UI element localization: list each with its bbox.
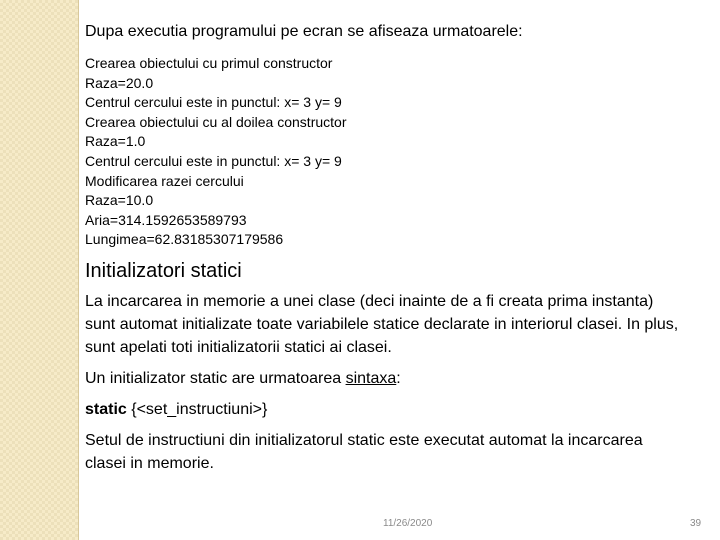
output-line: Centrul cercului este in punctul: x= 3 y= 9 xyxy=(85,152,342,169)
section-title: Initializatori statici xyxy=(85,259,242,282)
decorative-sidebar xyxy=(0,0,79,540)
output-line: Raza=10.0 xyxy=(85,192,154,209)
output-line: Modificarea razei cercului xyxy=(85,172,244,189)
intro-text: Dupa executia programului pe ecran se afiseaza urmatoarele: xyxy=(85,23,523,40)
output-line: Crearea obiectului cu al doilea constructor xyxy=(85,113,347,130)
program-output xyxy=(85,54,685,250)
paragraph-static-init: La incarcarea in memorie a unei clase (deci inainte de a fi creata prima instanta) sunt automat initializate toate variabilele statice declarate in interiorul clasei. In plus, sunt apelati toti initializatorii statici ai clasei. xyxy=(85,292,679,356)
output-line: Aria=314.1592653589793 xyxy=(85,211,247,228)
syntax-line xyxy=(85,398,685,421)
output-line: Raza=1.0 xyxy=(85,133,146,150)
paragraph-syntax-intro xyxy=(85,367,685,390)
paragraph-execution: Setul de instructiuni din initializatorul static este executat automat la incarcarea clasei in memorie. xyxy=(85,431,643,472)
syntax-intro-colon: : xyxy=(396,369,401,387)
syntax-link[interactable]: sintaxa xyxy=(345,369,397,387)
syntax-intro-text: Un initializator static are urmatoarea xyxy=(85,369,346,387)
output-line: Lungimea=62.83185307179586 xyxy=(85,231,284,248)
output-line: Raza=20.0 xyxy=(85,74,154,91)
output-line: Centrul cercului este in punctul: x= 3 y= 9 xyxy=(85,94,342,111)
output-line: Crearea obiectului cu primul constructor xyxy=(85,55,333,71)
footer-date: 11/26/2020 xyxy=(383,518,433,529)
syntax-body: {<set_instructiuni>} xyxy=(126,400,268,418)
slide-content xyxy=(85,22,685,483)
static-keyword: static xyxy=(85,400,127,418)
page-number: 39 xyxy=(690,518,702,529)
